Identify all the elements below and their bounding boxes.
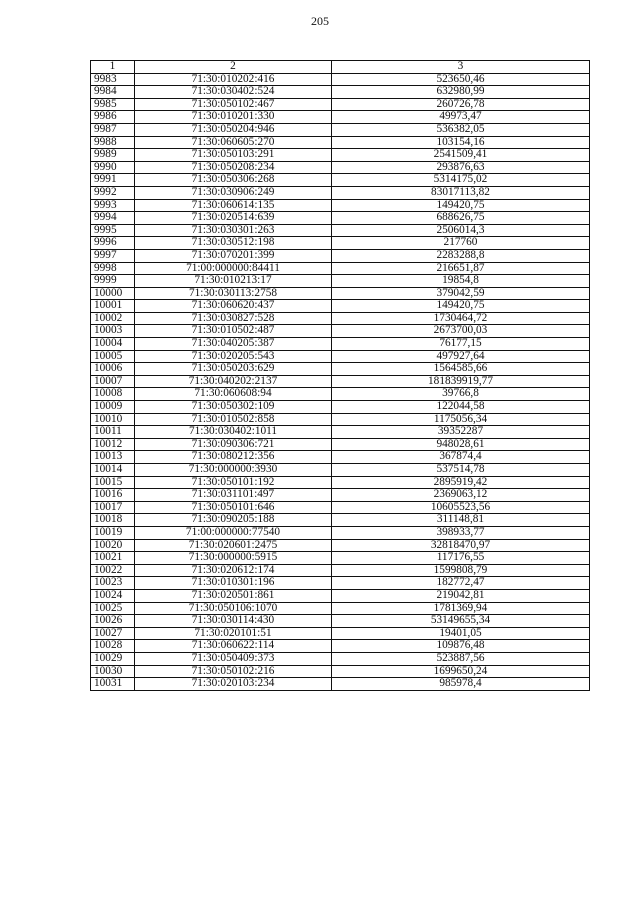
cadastral-number: 71:30:000000:3930 xyxy=(135,464,332,477)
table-row xyxy=(91,174,590,187)
row-number: 10022 xyxy=(91,564,135,577)
table-row xyxy=(91,136,590,149)
cadastral-value: 2673700,03 xyxy=(332,325,590,338)
table-row xyxy=(91,464,590,477)
cadastral-number: 71:30:020205:543 xyxy=(135,350,332,363)
table-row xyxy=(91,86,590,99)
table-row xyxy=(91,249,590,262)
cadastral-number: 71:00:000000:77540 xyxy=(135,526,332,539)
table-row xyxy=(91,224,590,237)
row-number: 10020 xyxy=(91,539,135,552)
cadastral-number: 71:30:050306:268 xyxy=(135,174,332,187)
cadastral-value: 49973,47 xyxy=(332,111,590,124)
row-number: 9999 xyxy=(91,275,135,288)
cadastral-number: 71:30:030301:263 xyxy=(135,224,332,237)
cadastral-number: 71:30:090306:721 xyxy=(135,438,332,451)
row-number: 9995 xyxy=(91,224,135,237)
row-number: 10021 xyxy=(91,552,135,565)
table-row xyxy=(91,388,590,401)
cadastral-value-table xyxy=(90,60,590,691)
cadastral-value: 367874,4 xyxy=(332,451,590,464)
row-number: 9988 xyxy=(91,136,135,149)
cadastral-value: 216651,87 xyxy=(332,262,590,275)
cadastral-value: 379042,59 xyxy=(332,287,590,300)
cadastral-value: 260726,78 xyxy=(332,98,590,111)
cadastral-value: 76177,15 xyxy=(332,338,590,351)
cadastral-value: 523887,56 xyxy=(332,652,590,665)
cadastral-value: 398933,77 xyxy=(332,526,590,539)
cadastral-number: 71:30:020103:234 xyxy=(135,678,332,691)
table-row xyxy=(91,312,590,325)
cadastral-value: 688626,75 xyxy=(332,212,590,225)
row-number: 9987 xyxy=(91,123,135,136)
row-number: 9998 xyxy=(91,262,135,275)
cadastral-number: 71:30:050208:234 xyxy=(135,161,332,174)
cadastral-value: 293876,63 xyxy=(332,161,590,174)
table-row xyxy=(91,476,590,489)
cadastral-value: 2895919,42 xyxy=(332,476,590,489)
table-row xyxy=(91,111,590,124)
table-row xyxy=(91,564,590,577)
table-row xyxy=(91,665,590,678)
cadastral-value: 632980,99 xyxy=(332,86,590,99)
table-row xyxy=(91,199,590,212)
table-row xyxy=(91,300,590,313)
cadastral-number: 71:30:010202:416 xyxy=(135,73,332,86)
table-row xyxy=(91,451,590,464)
cadastral-number: 71:30:050106:1070 xyxy=(135,602,332,615)
row-number: 10023 xyxy=(91,577,135,590)
page-number: 205 xyxy=(311,14,329,28)
cadastral-number: 71:30:010201:330 xyxy=(135,111,332,124)
cadastral-value: 523650,46 xyxy=(332,73,590,86)
cadastral-value: 1175056,34 xyxy=(332,413,590,426)
table-row xyxy=(91,539,590,552)
row-number: 9997 xyxy=(91,249,135,262)
cadastral-value: 1730464,72 xyxy=(332,312,590,325)
table-row xyxy=(91,640,590,653)
table-row xyxy=(91,350,590,363)
row-number: 9996 xyxy=(91,237,135,250)
table-body xyxy=(91,73,590,690)
cadastral-number: 71:30:050101:646 xyxy=(135,501,332,514)
table-row xyxy=(91,602,590,615)
row-number: 10008 xyxy=(91,388,135,401)
cadastral-number: 71:30:040202:2137 xyxy=(135,375,332,388)
cadastral-value: 149420,75 xyxy=(332,300,590,313)
cadastral-value: 1699650,24 xyxy=(332,665,590,678)
column-header-1: 1 xyxy=(91,61,135,74)
table-header xyxy=(91,61,590,74)
cadastral-value: 19854,8 xyxy=(332,275,590,288)
cadastral-value: 1564585,66 xyxy=(332,363,590,376)
table-row xyxy=(91,161,590,174)
cadastral-number: 71:00:000000:84411 xyxy=(135,262,332,275)
row-number: 10001 xyxy=(91,300,135,313)
row-number: 10025 xyxy=(91,602,135,615)
cadastral-number: 71:30:020601:2475 xyxy=(135,539,332,552)
cadastral-number: 71:30:090205:188 xyxy=(135,514,332,527)
cadastral-number: 71:30:030402:524 xyxy=(135,86,332,99)
cadastral-number: 71:30:060622:114 xyxy=(135,640,332,653)
cadastral-number: 71:30:020514:639 xyxy=(135,212,332,225)
cadastral-value: 109876,48 xyxy=(332,640,590,653)
table-row xyxy=(91,589,590,602)
row-number: 10014 xyxy=(91,464,135,477)
row-number: 10005 xyxy=(91,350,135,363)
table-row xyxy=(91,678,590,691)
cadastral-value: 32818470,97 xyxy=(332,539,590,552)
table-row xyxy=(91,287,590,300)
cadastral-number: 71:30:050204:946 xyxy=(135,123,332,136)
cadastral-value: 39766,8 xyxy=(332,388,590,401)
cadastral-number: 71:30:060608:94 xyxy=(135,388,332,401)
table-row xyxy=(91,212,590,225)
row-number: 10000 xyxy=(91,287,135,300)
cadastral-number: 71:30:010213:17 xyxy=(135,275,332,288)
cadastral-number: 71:30:060620:437 xyxy=(135,300,332,313)
cadastral-value: 537514,78 xyxy=(332,464,590,477)
table-row xyxy=(91,363,590,376)
column-header-3: 3 xyxy=(332,61,590,74)
cadastral-value: 2541509,41 xyxy=(332,149,590,162)
row-number: 10026 xyxy=(91,615,135,628)
cadastral-value: 985978,4 xyxy=(332,678,590,691)
row-number: 9984 xyxy=(91,86,135,99)
row-number: 9992 xyxy=(91,186,135,199)
table-row xyxy=(91,98,590,111)
cadastral-value: 117176,55 xyxy=(332,552,590,565)
table-row xyxy=(91,615,590,628)
table-row xyxy=(91,426,590,439)
row-number: 9994 xyxy=(91,212,135,225)
cadastral-number: 71:30:030113:2758 xyxy=(135,287,332,300)
row-number: 10009 xyxy=(91,401,135,414)
cadastral-value: 10605523,56 xyxy=(332,501,590,514)
row-number: 10027 xyxy=(91,627,135,640)
row-number: 9986 xyxy=(91,111,135,124)
cadastral-number: 71:30:020101:51 xyxy=(135,627,332,640)
row-number: 9993 xyxy=(91,199,135,212)
cadastral-value: 2283288,8 xyxy=(332,249,590,262)
cadastral-number: 71:30:031101:497 xyxy=(135,489,332,502)
cadastral-value: 311148,81 xyxy=(332,514,590,527)
cadastral-value: 219042,81 xyxy=(332,589,590,602)
table-row xyxy=(91,652,590,665)
row-number: 10017 xyxy=(91,501,135,514)
row-number: 10007 xyxy=(91,375,135,388)
table-row xyxy=(91,489,590,502)
cadastral-number: 71:30:040205:387 xyxy=(135,338,332,351)
cadastral-number: 71:30:010301:196 xyxy=(135,577,332,590)
table-row xyxy=(91,149,590,162)
table-row xyxy=(91,401,590,414)
cadastral-number: 71:30:050409:373 xyxy=(135,652,332,665)
table-row xyxy=(91,123,590,136)
cadastral-number: 71:30:050302:109 xyxy=(135,401,332,414)
cadastral-value: 103154,16 xyxy=(332,136,590,149)
row-number: 9983 xyxy=(91,73,135,86)
cadastral-number: 71:30:010502:858 xyxy=(135,413,332,426)
table-row xyxy=(91,275,590,288)
cadastral-number: 71:30:050101:192 xyxy=(135,476,332,489)
cadastral-number: 71:30:030906:249 xyxy=(135,186,332,199)
cadastral-value: 149420,75 xyxy=(332,199,590,212)
table-row xyxy=(91,552,590,565)
table-row xyxy=(91,627,590,640)
cadastral-value: 53149655,34 xyxy=(332,615,590,628)
row-number: 10013 xyxy=(91,451,135,464)
row-number: 10030 xyxy=(91,665,135,678)
row-number: 10024 xyxy=(91,589,135,602)
row-number: 10016 xyxy=(91,489,135,502)
cadastral-value: 83017113,82 xyxy=(332,186,590,199)
table-row xyxy=(91,73,590,86)
row-number: 10019 xyxy=(91,526,135,539)
row-number: 9990 xyxy=(91,161,135,174)
cadastral-number: 71:30:000000:5915 xyxy=(135,552,332,565)
row-number: 10006 xyxy=(91,363,135,376)
row-number: 10003 xyxy=(91,325,135,338)
row-number: 10012 xyxy=(91,438,135,451)
cadastral-value: 182772,47 xyxy=(332,577,590,590)
cadastral-number: 71:30:020501:861 xyxy=(135,589,332,602)
column-header-2: 2 xyxy=(135,61,332,74)
row-number: 9985 xyxy=(91,98,135,111)
cadastral-number: 71:30:030827:528 xyxy=(135,312,332,325)
table-row xyxy=(91,501,590,514)
cadastral-value: 181839919,77 xyxy=(332,375,590,388)
table-row xyxy=(91,186,590,199)
table-row xyxy=(91,338,590,351)
row-number: 10011 xyxy=(91,426,135,439)
cadastral-value: 2369063,12 xyxy=(332,489,590,502)
cadastral-value: 122044,58 xyxy=(332,401,590,414)
cadastral-number: 71:30:070201:399 xyxy=(135,249,332,262)
row-number: 10004 xyxy=(91,338,135,351)
table-row xyxy=(91,514,590,527)
cadastral-number: 71:30:010502:487 xyxy=(135,325,332,338)
table-row xyxy=(91,262,590,275)
row-number: 10029 xyxy=(91,652,135,665)
cadastral-number: 71:30:080212:356 xyxy=(135,451,332,464)
cadastral-number: 71:30:050203:629 xyxy=(135,363,332,376)
cadastral-value: 536382,05 xyxy=(332,123,590,136)
table-row xyxy=(91,526,590,539)
cadastral-number: 71:30:030512:198 xyxy=(135,237,332,250)
cadastral-value: 1599808,79 xyxy=(332,564,590,577)
row-number: 10010 xyxy=(91,413,135,426)
cadastral-number: 71:30:050102:216 xyxy=(135,665,332,678)
table-row xyxy=(91,413,590,426)
row-number: 10031 xyxy=(91,678,135,691)
table-row xyxy=(91,237,590,250)
cadastral-value: 217760 xyxy=(332,237,590,250)
row-number: 10015 xyxy=(91,476,135,489)
row-number: 10028 xyxy=(91,640,135,653)
row-number: 10018 xyxy=(91,514,135,527)
cadastral-value: 1781369,94 xyxy=(332,602,590,615)
cadastral-number: 71:30:060605:270 xyxy=(135,136,332,149)
cadastral-value: 2506014,3 xyxy=(332,224,590,237)
cadastral-number: 71:30:060614:135 xyxy=(135,199,332,212)
cadastral-number: 71:30:030114:430 xyxy=(135,615,332,628)
row-number: 10002 xyxy=(91,312,135,325)
cadastral-value: 19401,05 xyxy=(332,627,590,640)
cadastral-value: 39352287 xyxy=(332,426,590,439)
cadastral-value: 948028,61 xyxy=(332,438,590,451)
table-row xyxy=(91,577,590,590)
table-row xyxy=(91,375,590,388)
table-row xyxy=(91,325,590,338)
table-row xyxy=(91,438,590,451)
header-row xyxy=(91,61,590,74)
cadastral-number: 71:30:030402:1011 xyxy=(135,426,332,439)
row-number: 9989 xyxy=(91,149,135,162)
cadastral-number: 71:30:050103:291 xyxy=(135,149,332,162)
cadastral-value: 497927,64 xyxy=(332,350,590,363)
cadastral-number: 71:30:050102:467 xyxy=(135,98,332,111)
cadastral-number: 71:30:020612:174 xyxy=(135,564,332,577)
row-number: 9991 xyxy=(91,174,135,187)
cadastral-value: 5314175,02 xyxy=(332,174,590,187)
